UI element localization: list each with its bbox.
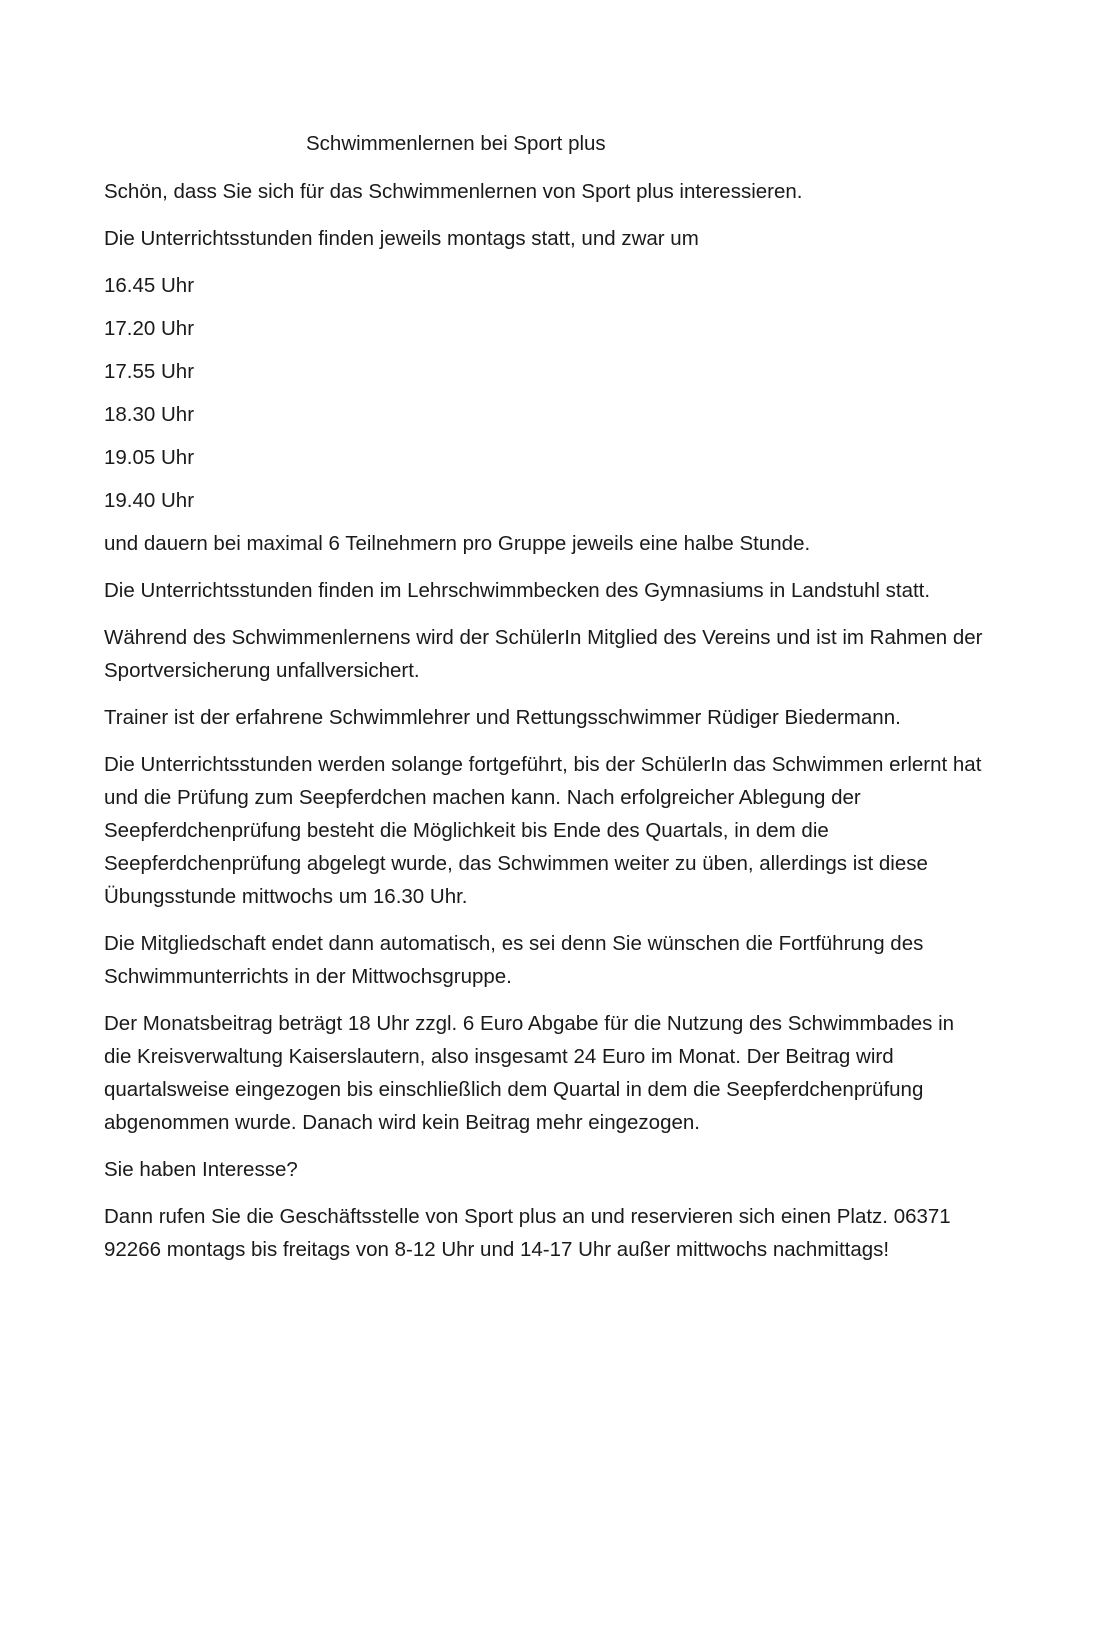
time-item: 17.20 Uhr <box>104 317 195 340</box>
duration-paragraph: und dauern bei maximal 6 Teilnehmern pro Gruppe jeweils eine halbe Stunde. <box>104 532 811 555</box>
continuation-paragraph: Die Unterrichtsstunden werden solange fortgeführt, bis der SchülerIn das Schwimmen erlernt hat und die Prüfung zum Seepferdchen machen kann. Nach erfolgreicher Ablegung der Seepferdchenprüfung besteht die Möglichkeit bis Ende des Quartals, in dem die Seepferdchenprüfung abgelegt wurde, das Schwimmen weiter zu üben, allerdings ist diese Übungsstunde mittwochs um 16.30 Uhr. <box>104 753 982 908</box>
contact-paragraph: Dann rufen Sie die Geschäftsstelle von Sport plus an und reservieren sich einen Platz. 06371 92266 montags bis freitags von 8-12 Uhr und 14-17 Uhr außer mittwochs nachmittags! <box>104 1205 951 1261</box>
fees-paragraph: Der Monatsbeitrag beträgt 18 Uhr zzgl. 6 Euro Abgabe für die Nutzung des Schwimmbades in die Kreisverwaltung Kaiserslautern, also insgesamt 24 Euro im Monat. Der Beitrag wird quartalsweise eingezogen bis einschließlich dem Quartal in dem die Seepferdchenprüfung abgenommen wurde. Danach wird kein Beitrag mehr eingezogen. <box>104 1012 955 1134</box>
intro-paragraph: Schön, dass Sie sich für das Schwimmenlernen von Sport plus interessieren. <box>104 180 803 203</box>
time-item: 17.55 Uhr <box>104 360 195 383</box>
time-item: 19.40 Uhr <box>104 489 195 512</box>
schedule-intro-paragraph: Die Unterrichtsstunden finden jeweils montags statt, und zwar um <box>104 227 699 250</box>
time-item: 16.45 Uhr <box>104 274 195 297</box>
time-item: 18.30 Uhr <box>104 403 195 426</box>
document-body <box>104 175 984 1280</box>
time-item: 19.05 Uhr <box>104 446 195 469</box>
membership-paragraph: Während des Schwimmenlernens wird der SchülerIn Mitglied des Vereins und ist im Rahmen der Sportversicherung unfallversichert. <box>104 626 983 682</box>
location-paragraph: Die Unterrichtsstunden finden im Lehrschwimmbecken des Gymnasiums in Landstuhl statt. <box>104 579 931 602</box>
document-title: Schwimmenlernen bei Sport plus <box>306 132 606 155</box>
interest-question: Sie haben Interesse? <box>104 1158 298 1181</box>
trainer-paragraph: Trainer ist der erfahrene Schwimmlehrer und Rettungsschwimmer Rüdiger Biedermann. <box>104 706 901 729</box>
membership-end-paragraph: Die Mitgliedschaft endet dann automatisch, es sei denn Sie wünschen die Fortführung des Schwimmunterrichts in der Mittwochsgruppe. <box>104 932 924 988</box>
